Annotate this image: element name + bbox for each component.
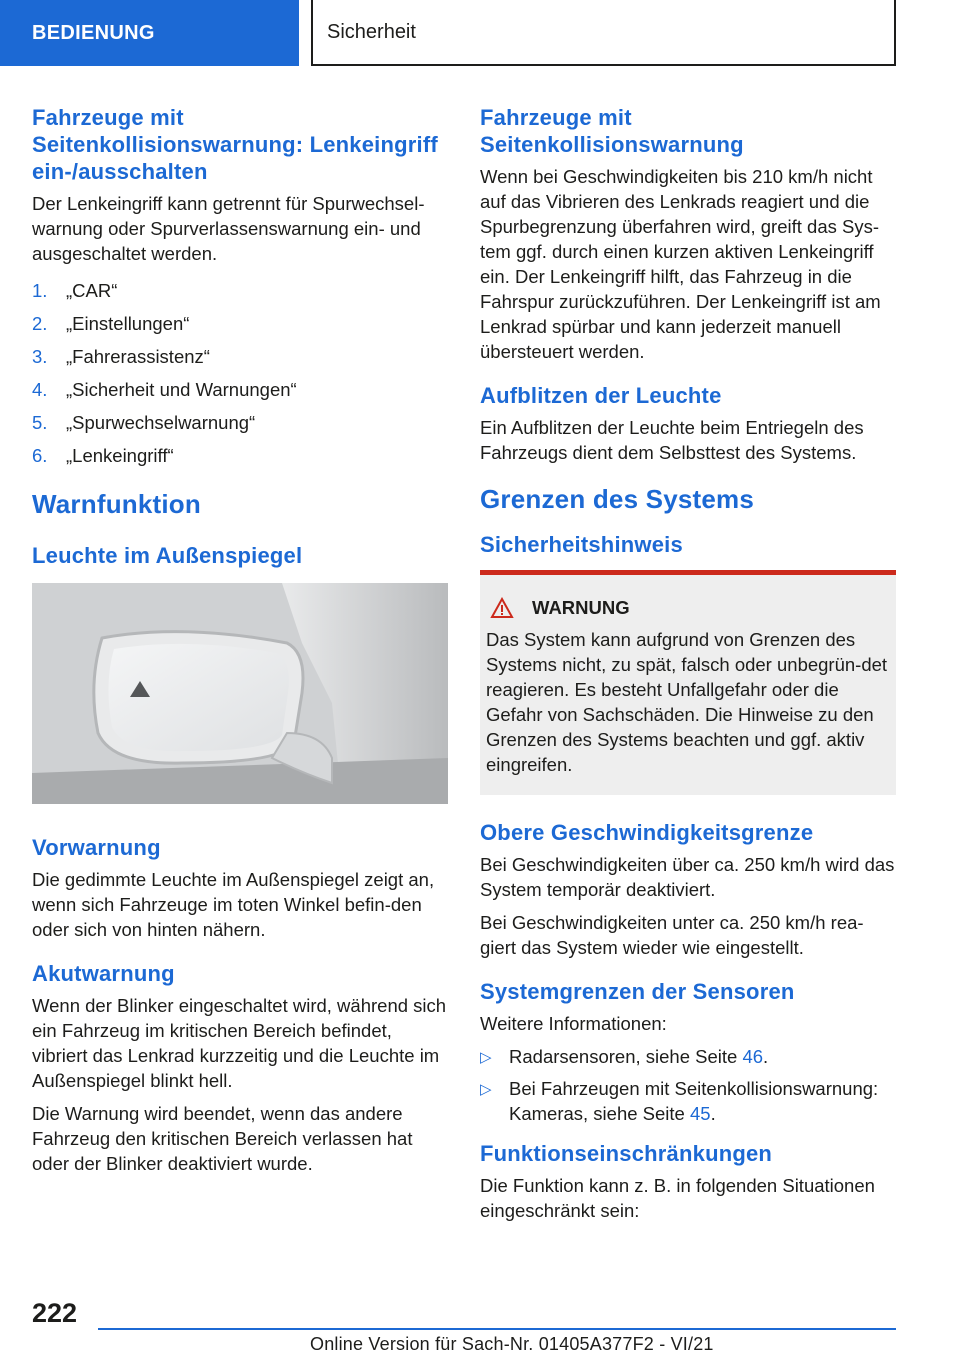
akutwarnung-title: Akutwarnung (32, 961, 175, 986)
step-number: 5. (32, 412, 48, 433)
page-link-45[interactable]: 45 (689, 1103, 711, 1124)
page-link-46[interactable]: 46 (742, 1046, 764, 1067)
warning-header (486, 597, 888, 619)
step-number: 4. (32, 379, 48, 400)
section-tab: BEDIENUNG (0, 0, 299, 66)
step-item (32, 340, 448, 373)
chapter-title: Sicherheit (311, 0, 896, 66)
step-number: 6. (32, 445, 48, 466)
aufblitzen-title: Aufblitzen der Leuchte (480, 383, 722, 408)
settings-steps (32, 274, 448, 472)
step-text: „Lenkeingriff“ (66, 445, 174, 466)
warning-box (480, 570, 896, 795)
step-item (32, 307, 448, 340)
grenzen-title: Grenzen des Systems (480, 484, 755, 514)
seitenkollision-heading: Fahrzeuge mit Seitenkollisionswarnung (480, 105, 744, 157)
mirror-illustration (32, 583, 448, 804)
list-item-text: Radarsensoren, siehe Seite 46. (509, 1046, 769, 1067)
step-item (32, 406, 448, 439)
step-text: „Spurwechselwarnung“ (66, 412, 256, 433)
list-item-text: Bei Fahrzeugen mit Seitenkollisionswarnung: Kameras, siehe Seite 45. (509, 1078, 879, 1124)
warning-text: Das System kann aufgrund von Grenzen des Systems nicht, zu spät, falsch oder unbegrün-det reagieren. Es besteht Unfallgefahr oder die Gefahr von Sachschäden. Die Hinweise zu den Grenzen des Systems beachten und ggf. aktiv eingreifen. (486, 629, 888, 775)
akutwarnung-text: Wenn der Blinker eingeschaltet wird, während sich ein Fahrzeug im kritischen Bereich befindet, vibriert das Lenkrad kurzzeitig und die Leuchte im Außenspiegel blinkt hell. (32, 995, 447, 1091)
right-column (480, 104, 896, 1231)
step-text: „Fahrerassistenz“ (66, 346, 210, 367)
triangle-right-icon: ▷ (480, 1081, 492, 1098)
step-text: „CAR“ (66, 280, 118, 301)
sensor-limits-title: Systemgrenzen der Sensoren (480, 979, 795, 1004)
list-item (480, 1076, 896, 1126)
step-text: „Einstellungen“ (66, 313, 190, 334)
seitenkollision-text: Wenn bei Geschwindigkeiten bis 210 km/h nicht auf das Vibrieren des Lenkrads reagiert und die Spurbegrenzung überfahren wird, greift das Sys-tem ggf. durch einen kurzen aktiven Lenkeingriff ein. Der Lenkeingriff hilft, das Fahrzeug in die Fahrspur zurückzuführen. Der Lenkeingriff ist am Lenkrad spürbar und kann jederzeit manuell übersteuert werden. (480, 166, 881, 362)
step-number: 2. (32, 313, 48, 334)
list-item (480, 1044, 896, 1070)
sensor-reference-list (480, 1044, 896, 1126)
vorwarnung-text: Die gedimmte Leuchte im Außenspiegel zeigt an, wenn sich Fahrzeuge im toten Winkel befin-den oder sich von hinten nähern. (32, 869, 435, 940)
page-number: 222 (32, 1298, 78, 1328)
footer-version-text: Online Version für Sach-Nr. 01405A377F2 - VI/21 (310, 1334, 714, 1354)
step-number: 1. (32, 280, 48, 301)
warning-label: WARNUNG (532, 597, 630, 618)
sicherheitshinweis-title: Sicherheitshinweis (480, 532, 683, 557)
function-limits-title: Funktionseinschränkungen (480, 1141, 773, 1166)
lenkeingriff-intro: Der Lenkeingriff kann getrennt für Spurwechsel-warnung oder Spurverlassenswarnung ein- und ausgeschaltet werden. (32, 193, 425, 264)
triangle-right-icon: ▷ (480, 1049, 492, 1066)
speed-limit-title: Obere Geschwindigkeitsgrenze (480, 820, 814, 845)
function-limits-text: Die Funktion kann z. B. in folgenden Situationen eingeschränkt sein: (480, 1175, 875, 1221)
step-item (32, 439, 448, 472)
aufblitzen-text: Ein Aufblitzen der Leuchte beim Entriegeln des Fahrzeugs dient dem Selbsttest des Systems. (480, 417, 864, 463)
step-item (32, 274, 448, 307)
speed-limit-text-2: Bei Geschwindigkeiten unter ca. 250 km/h rea-giert das System wieder wie eingestellt. (480, 912, 864, 958)
warnfunktion-title: Warnfunktion (32, 489, 201, 519)
lenkeingriff-heading: Fahrzeuge mit Seitenkollisionswarnung: Lenkeingriff ein-/ausschalten (32, 105, 438, 184)
footer-divider (98, 1328, 896, 1330)
vorwarnung-title: Vorwarnung (32, 835, 161, 860)
speed-limit-text: Bei Geschwindigkeiten über ca. 250 km/h wird das System temporär deaktiviert. (480, 854, 895, 900)
leuchte-title: Leuchte im Außenspiegel (32, 543, 303, 568)
sensor-limits-intro: Weitere Informationen: (480, 1013, 667, 1034)
warning-triangle-icon (490, 597, 514, 619)
step-text: „Sicherheit und Warnungen“ (66, 379, 297, 400)
step-item (32, 373, 448, 406)
step-number: 3. (32, 346, 48, 367)
left-column (32, 104, 448, 1184)
akutwarnung-end-text: Die Warnung wird beendet, wenn das andere Fahrzeug den kritischen Bereich verlassen hat oder der Blinker deaktiviert wurde. (32, 1103, 413, 1174)
